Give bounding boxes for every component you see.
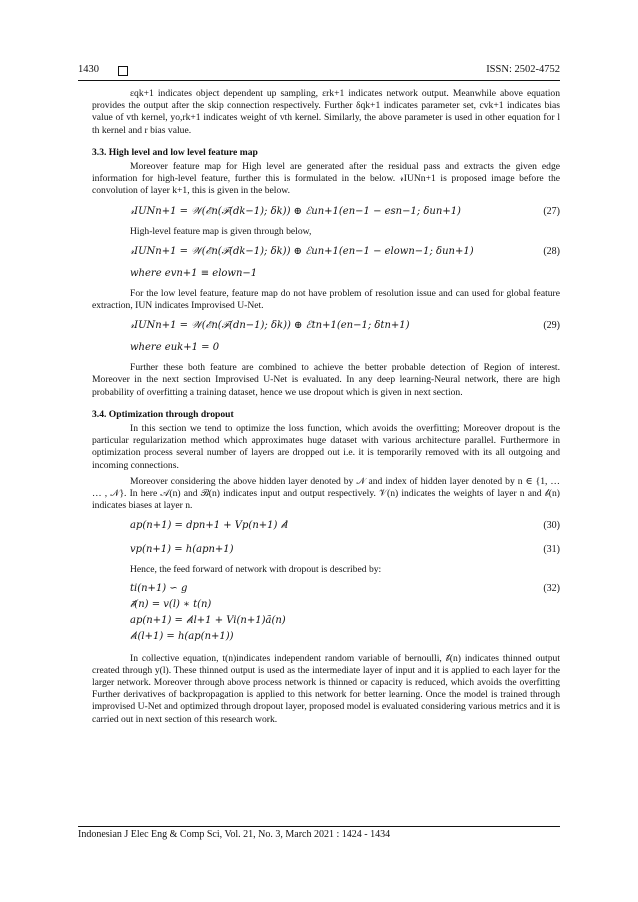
s34-paragraph-4: In collective equation, t(n)indicates independent random variable of bernoulli, 𝒷̃(n) indicates thinned output created through y(l). These thinned output is used as the intermediate layer of input and it is applied to each layer for the larger network. Moreover through above process network is thinned or capacity is reduced, which avoids the overfitting Further derivatives of backpropagation is applied to this network for better learning. Once the model is trained through improvised U-Net and optimized through dropout layer, proposed model is evaluated considering various metrics and it is carried out in next section of this research work. xyxy=(92,652,560,725)
issn: ISSN: 2502-4752 xyxy=(486,64,560,75)
page-header xyxy=(78,64,560,80)
s34-paragraph-1: In this section we tend to optimize the loss function, which avoids the overfitting; Moreover dropout is the particular regularization method which approximates huge dataset with various architecture parallel. Furthermore in optimization process several number of layers are dropped out i.e. it is temporarily removed with its all outgoing and incoming connections. xyxy=(92,423,560,471)
equation-32-number: (32) xyxy=(543,582,560,594)
equation-32-line: ti(n+1) ∽ g xyxy=(130,582,188,594)
equation-28-body: 𝓇IUNn+1 = 𝒲(ℰn(ℱ(dk−1); δk)) ⊕ ℰun+1(en−1 − elown−1; δun+1) xyxy=(130,245,474,257)
equation-31-number: (31) xyxy=(543,544,560,556)
page-number: 1430 xyxy=(78,64,99,75)
s33-paragraph-3: For the low level feature, feature map do not have problem of resolution issue and can used for global feature extraction, IUN indicates Improvised U-Net. xyxy=(92,287,560,312)
equation-29 xyxy=(92,316,560,336)
equation-29-number: (29) xyxy=(543,320,560,332)
s34-paragraph-2: Moreover considering the above hidden layer denoted by 𝒩 and index of hidden layer denoted by n ∈ {1, … … , 𝒩}. In here 𝒜(n) and ℬ(n) indicates input and output respectively. 𝒱(n) indicates the weights of layer n and 𝒷(n) indicates biases at layer n. xyxy=(92,475,560,512)
intro-paragraph: εqk+1 indicates object dependent up sampling, εrk+1 indicates network output. Meanwhile above equation provides the output after the skip connection respectively. Further δqk+1 indicates parameter set, cvk+1 indicates bias value of vth kernel, yo,rk+1 indicates weight of vth kernel. Similarly, the above parameter is used in other equation for l th kernel and r bias value. xyxy=(92,88,560,136)
footer-rule xyxy=(78,826,560,827)
equation-30 xyxy=(92,516,560,536)
header-rule xyxy=(78,80,560,81)
s34-paragraph-3: Hence, the feed forward of network with dropout is described by: xyxy=(130,564,382,576)
equation-27 xyxy=(92,202,560,222)
s33-paragraph-1: Moreover feature map for High level are generated after the residual pass and extracts the given edge information for high-level feature, further this is formulated in the below. 𝓇IUNn+1 is proposed image before the convolution of layer k+1, this is given in the below. xyxy=(92,161,560,197)
equation-29-body: 𝓇IUNn+1 = 𝒲(ℰn(ℱ(dn−1); δk)) ⊕ ℰtn+1(en−1; δtn+1) xyxy=(130,320,410,332)
s33-paragraph-4: Further these both feature are combined to achieve the better probable detection of Region of interest. Moreover in the next section Improvised U-Net is evaluated. In any deep learning-Neural network, there are high probability of overfitting a training dataset, hence we use dropout which is given in next section. xyxy=(92,362,560,398)
section-3-4-heading: 3.4. Optimization through dropout xyxy=(92,408,234,420)
page-footer: Indonesian J Elec Eng & Comp Sci, Vol. 21, No. 3, March 2021 : 1424 - 1434 xyxy=(78,829,391,840)
equation-32 xyxy=(92,581,560,645)
square-icon xyxy=(118,66,128,76)
equation-28 xyxy=(92,242,560,262)
equation-32-line: 𝒷̃(n) = v(l) ∗ t(n) xyxy=(130,598,212,610)
section-3-3-heading: 3.3. High level and low level feature map xyxy=(92,146,258,158)
equation-31 xyxy=(92,540,560,560)
equation-32-line: 𝒷i(l+1) = h(ap(n+1)) xyxy=(130,630,234,642)
page-body xyxy=(92,88,560,730)
equation-31-body: vp(n+1) = h(apn+1) xyxy=(130,544,234,556)
equation-27-number: (27) xyxy=(543,205,560,217)
equation-30-body: ap(n+1) = dpn+1 + Vp(n+1) 𝒷l xyxy=(130,520,289,532)
equation-32-line: ap(n+1) = 𝒷il+1 + Vi(n+1)ã(n) xyxy=(130,614,286,626)
equation-28-where: where evn+1 ≡ elown−1 xyxy=(130,267,258,279)
equation-27-body: 𝓇IUNn+1 = 𝒲(ℰn(ℱ(dk−1); δk)) ⊕ ℰun+1(en−1 − esn−1; δun+1) xyxy=(130,205,461,217)
equation-28-number: (28) xyxy=(543,245,560,257)
equation-29-where: where euk+1 = 0 xyxy=(130,342,220,354)
s33-paragraph-2: High-level feature map is given through below, xyxy=(130,225,312,237)
equation-30-number: (30) xyxy=(543,520,560,532)
